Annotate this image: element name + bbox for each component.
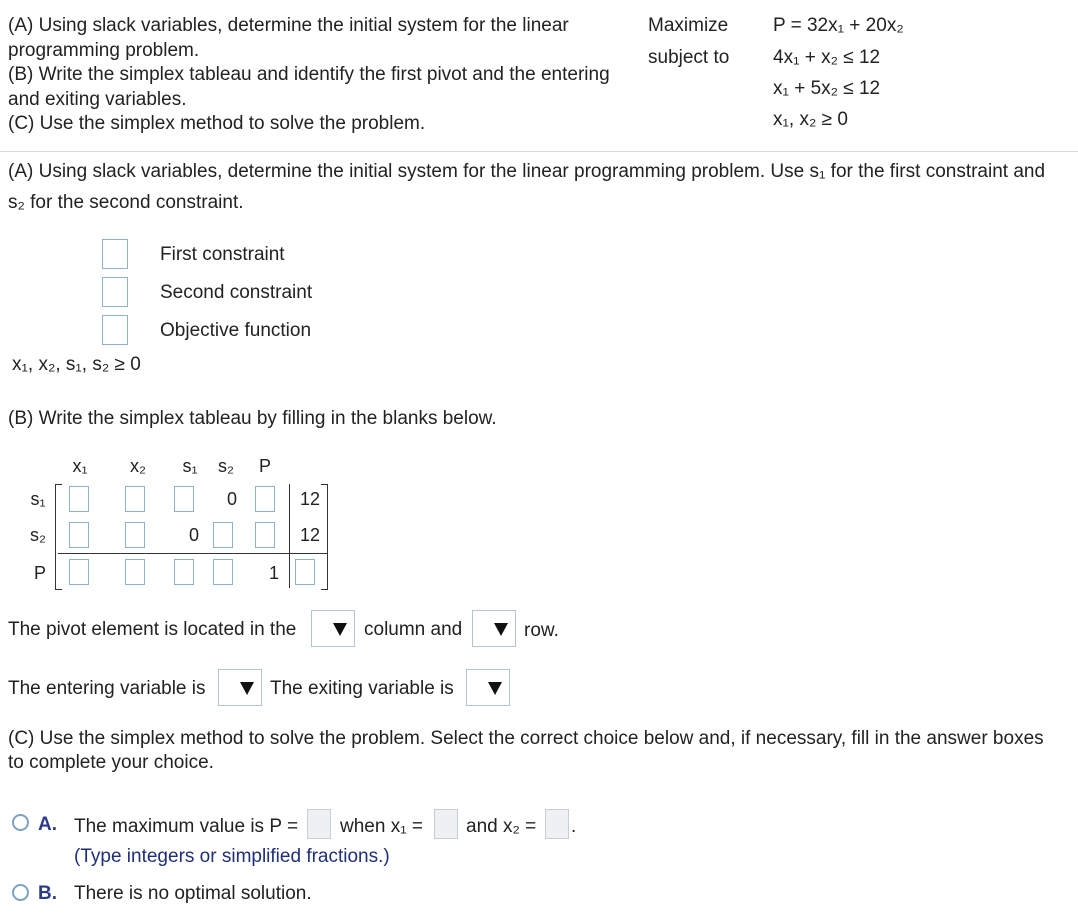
pivot-row-dropdown[interactable] — [472, 610, 516, 647]
tableau-r2-rhs-value: 12 — [299, 525, 321, 545]
option-b-radio[interactable] — [12, 884, 29, 901]
col-header-x2: x₂ — [130, 456, 146, 476]
part-a-prompt-line2: s₂ for the second constraint. — [8, 192, 244, 213]
instruction-line: and exiting variables. — [8, 88, 187, 110]
row-label-p: P — [33, 563, 46, 583]
tableau-r3-x2-input[interactable] — [125, 559, 145, 585]
option-a-hint: (Type integers or simplified fractions.) — [74, 846, 390, 867]
tableau-r3-p-value: 1 — [268, 563, 279, 583]
tableau-r2-s1-value: 0 — [188, 525, 199, 545]
pivot-column-dropdown[interactable] — [311, 610, 355, 647]
part-c-prompt-line1: (C) Use the simplex method to solve the problem. Select the correct choice below and, if necessary, fill in the answer boxes — [8, 728, 1044, 749]
option-a-period: . — [571, 816, 577, 837]
chevron-down-icon — [240, 682, 254, 695]
entering-variable-dropdown[interactable] — [218, 669, 262, 706]
pivot-text-3: row. — [524, 620, 559, 641]
instruction-line: (C) Use the simplex method to solve the problem. — [8, 113, 426, 134]
chevron-down-icon — [494, 623, 508, 636]
constraint-1: 4x₁ + x₂ ≤ 12 — [773, 47, 881, 68]
tableau-r3-s1-input[interactable] — [174, 559, 194, 585]
maximize-label: Maximize — [648, 15, 729, 36]
part-b-prompt: (B) Write the simplex tableau by filling in the blanks below. — [8, 408, 497, 429]
tableau-r2-p-input[interactable] — [255, 522, 275, 548]
tableau-r2-x1-input[interactable] — [69, 522, 89, 548]
chevron-down-icon — [488, 682, 502, 695]
tableau-objective-divider — [58, 553, 327, 554]
pivot-text-2: column and — [364, 619, 463, 640]
instruction-line: (B) Write the simplex tableau and identify the first pivot and the entering — [8, 64, 610, 85]
constraint-2: x₁ + 5x₂ ≤ 12 — [773, 78, 881, 99]
subject-to-label: subject to — [648, 47, 730, 68]
tableau-r2-s2-input[interactable] — [213, 522, 233, 548]
instruction-line: (A) Using slack variables, determine the initial system for the linear — [8, 15, 569, 36]
tableau-r2-x2-input[interactable] — [125, 522, 145, 548]
option-b-text: There is no optimal solution. — [74, 883, 312, 904]
first-constraint-label: First constraint — [160, 244, 285, 265]
option-a-radio[interactable] — [12, 814, 29, 831]
part-c-prompt-line2: to complete your choice. — [8, 752, 214, 773]
x2-value-input[interactable] — [545, 809, 569, 839]
option-a-text-2: when x₁ = — [340, 816, 423, 837]
row-label-s2: s₂ — [30, 525, 46, 545]
section-divider — [0, 151, 1078, 152]
slack-nonnegativity: x₁, x₂, s₁, s₂ ≥ 0 — [12, 354, 141, 375]
instructions — [8, 14, 610, 137]
pivot-text-1: The pivot element is located in the — [8, 619, 297, 640]
chevron-down-icon — [333, 623, 347, 636]
part-a-prompt-line1: (A) Using slack variables, determine the initial system for the linear programming problem. Use s₁ for the first constraint and — [8, 161, 1046, 182]
tableau-r1-x2-input[interactable] — [125, 486, 145, 512]
option-a-text-3: and x₂ = — [466, 816, 537, 837]
tableau-r1-p-input[interactable] — [255, 486, 275, 512]
col-header-s1: s₁ — [182, 456, 198, 476]
x1-value-input[interactable] — [434, 809, 458, 839]
option-b-letter: B. — [38, 883, 57, 904]
tableau-r3-rhs-input[interactable] — [295, 559, 315, 585]
col-header-p: P — [258, 456, 271, 476]
option-a-text-1: The maximum value is P = — [74, 816, 299, 837]
exiting-text: The exiting variable is — [270, 678, 454, 699]
second-constraint-label: Second constraint — [160, 282, 313, 303]
tableau-r1-rhs-value: 12 — [299, 489, 321, 509]
col-header-x1: x₁ — [72, 456, 88, 476]
objective-expression: P = 32x₁ + 20x₂ — [773, 15, 904, 36]
second-constraint-input[interactable] — [102, 277, 128, 307]
row-label-s1: s₁ — [30, 489, 46, 509]
tableau-r1-s1-input[interactable] — [174, 486, 194, 512]
instruction-line: programming problem. — [8, 39, 200, 61]
col-header-s2: s₂ — [218, 456, 234, 476]
tableau-rhs-divider — [289, 484, 290, 588]
max-value-input[interactable] — [307, 809, 331, 839]
tableau-r1-s2-value: 0 — [226, 489, 237, 509]
exiting-variable-dropdown[interactable] — [466, 669, 510, 706]
option-a-letter: A. — [38, 814, 57, 835]
tableau-r1-x1-input[interactable] — [69, 486, 89, 512]
tableau-left-bracket — [55, 484, 62, 590]
objective-function-input[interactable] — [102, 315, 128, 345]
tableau-r3-x1-input[interactable] — [69, 559, 89, 585]
entering-text: The entering variable is — [8, 678, 206, 699]
first-constraint-input[interactable] — [102, 239, 128, 269]
objective-function-label: Objective function — [160, 320, 312, 341]
tableau-r3-s2-input[interactable] — [213, 559, 233, 585]
nonnegativity: x₁, x₂ ≥ 0 — [773, 109, 848, 130]
